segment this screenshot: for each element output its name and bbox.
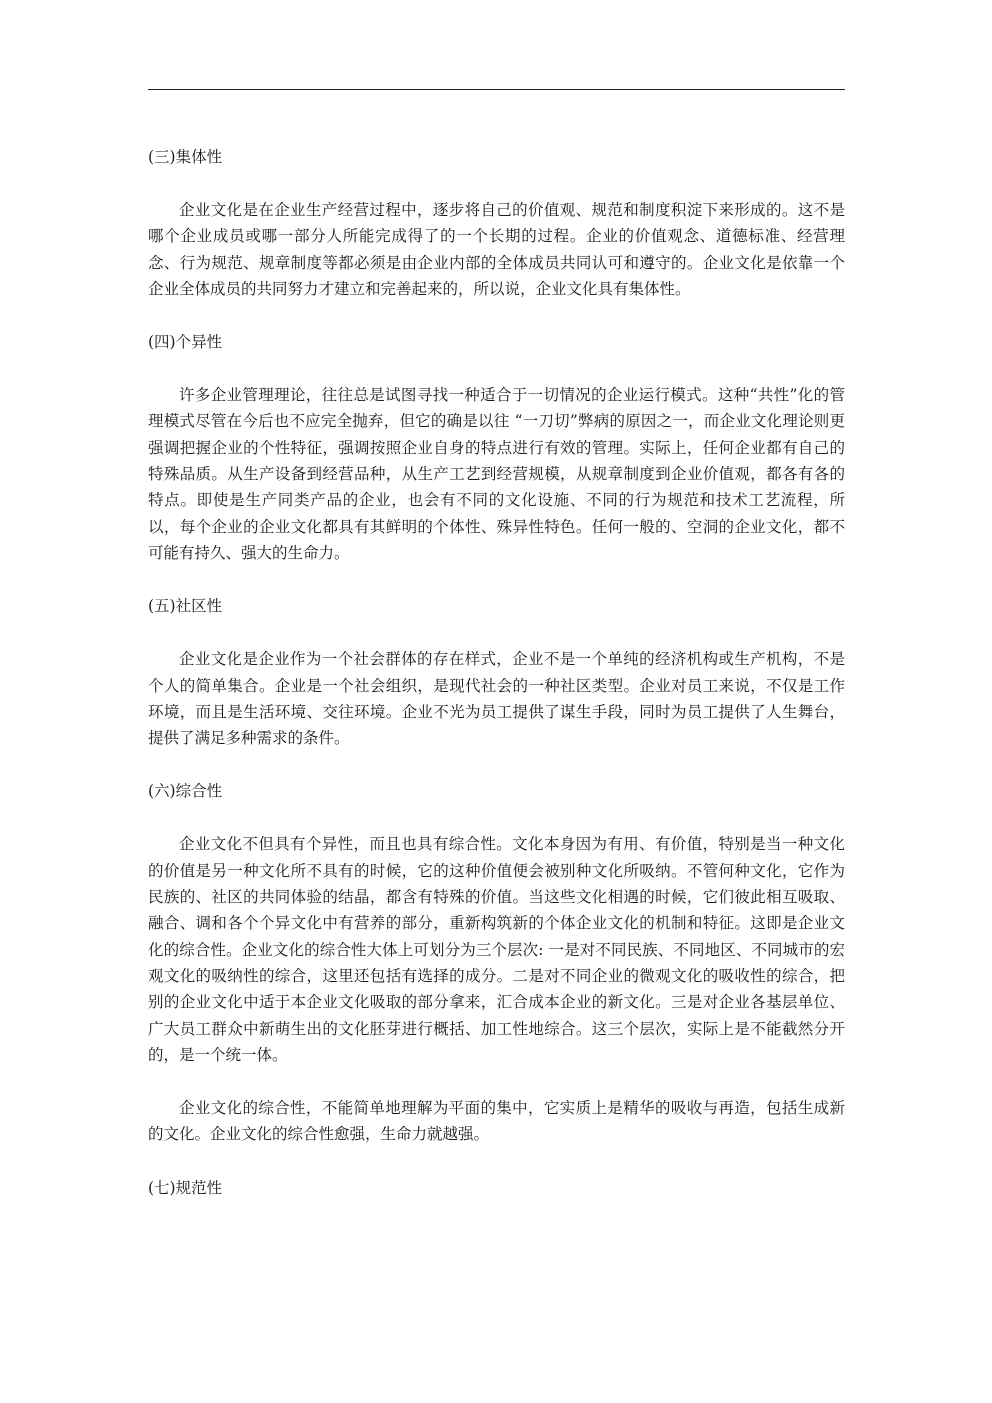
section-heading: (七)规范性 [148, 1178, 223, 1197]
paragraph: 企业文化不但具有个异性，而且也具有综合性。文化本身因为有用、有价值，特别是当一种文化的价值是另一种文化所不具有的时候，它的这种价值便会被别种文化所吸纳。不管何种文化，它作为民族的、社区的共同体验的结晶，都含有特殊的价值。当这些文化相遇的时候，它们彼此相互吸取、融合、调和各个个异文化中有营养的部分，重新构筑新的个体企业文化的机制和特征。这即是企业文化的综合性。企业文化的综合性大体上可划分为三个层次: 一是对不同民族、不同地区、不同城市的宏观文化的吸纳性的综合，这里还包括有选择的成分。二是对不同企业的微观文化的吸收性的综合，把别的企业文化中适于本企业文化吸取的部分拿来，汇合成本企业的新文化。三是对企业各基层单位、广大员工群众中新萌生出的文化胚芽进行概括、加工性地综合。这三个层次，实际上是不能截然分开的，是一个统一体。 [148, 835, 845, 1064]
section-heading: (四)个异性 [148, 333, 223, 352]
section-collectivity [148, 144, 845, 329]
section-heading: (三)集体性 [148, 148, 223, 166]
header-rule [148, 89, 845, 90]
document-body [148, 144, 845, 1201]
paragraph: 企业文化的综合性，不能简单地理解为平面的集中，它实质上是精华的吸收与再造，包括生成新的文化。企业文化的综合性愈强，生命力就越强。 [148, 1099, 845, 1144]
paragraph: 企业文化是企业作为一个社会群体的存在样式，企业不是一个单纯的经济机构或生产机构，不是个人的简单集合。企业是一个社会组织，是现代社会的一种社区类型。企业对员工来说，不仅是工作环境，而且是生活环境、交往环境。企业不光为员工提供了谋生手段，同时为员工提供了人生舞台，提供了满足多种需求的条件。 [148, 650, 845, 748]
section-heading: (六)综合性 [148, 782, 223, 801]
section-normativity [148, 1175, 845, 1201]
paragraph: 许多企业管理理论，往往总是试图寻找一种适合于一切情况的企业运行模式。这种“共性”化的管理模式尽管在今后也不应完全抛弃，但它的确是以往 “一刀切”弊病的原因之一，而企业文化理论则更强调把握企业的个性特征，强调按照企业自身的特点进行有效的管理。实际上，任何企业都有自己的特殊品质。从生产设备到经营品种，从生产工艺到经营规模，从规章制度到企业价值观，都各有各的特点。即使是生产同类产品的企业，也会有不同的文化设施、不同的行为规范和技术工艺流程，所以，每个企业的企业文化都具有其鲜明的个体性、殊异性特色。任何一般的、空洞的企业文化，都不可能有持久、强大的生命力。 [148, 386, 845, 562]
section-comprehensiveness [148, 778, 845, 1174]
paragraph: 企业文化是在企业生产经营过程中，逐步将自己的价值观、规范和制度积淀下来形成的。这不是哪个企业成员或哪一部分人所能完成得了的一个长期的过程。企业的价值观念、道德标准、经营理念、行为规范、规章制度等都必须是由企业内部的全体成员共同认可和遵守的。企业文化是依靠一个企业全体成员的共同努力才建立和完善起来的，所以说，企业文化具有集体性。 [148, 201, 845, 298]
section-individuality [148, 329, 845, 593]
section-community [148, 593, 845, 778]
section-heading: (五)社区性 [148, 597, 223, 616]
